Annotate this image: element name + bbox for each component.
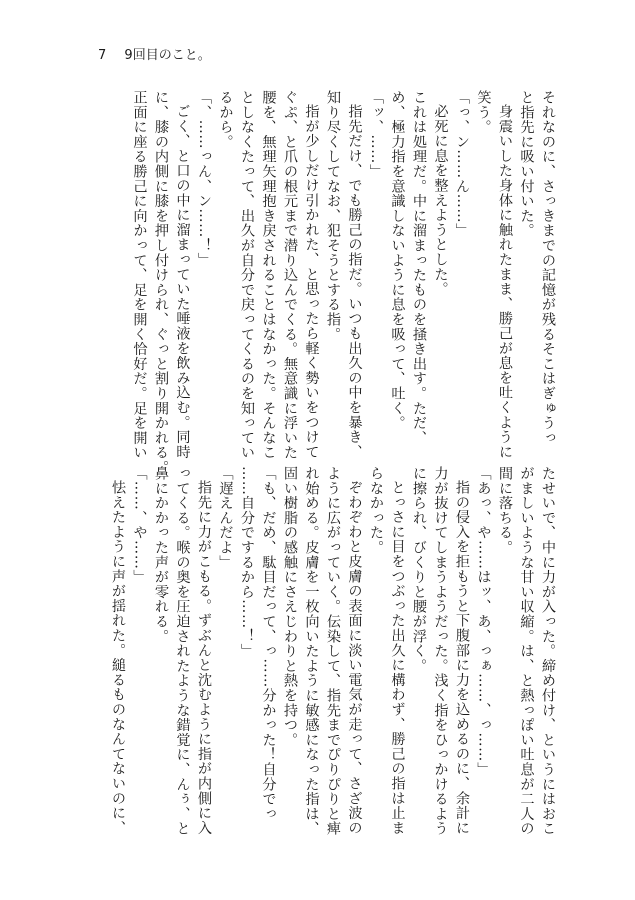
text-line: 「っ、ン……ん……」 [454, 90, 470, 238]
text-line: め、極力指を意識しないように息を吸って、吐く。 [389, 90, 406, 431]
text-line: ように広がっていく。伝染して、指先までぴりぴりと痺 [325, 466, 341, 836]
text-line: 力が抜けてしまうようだった。浅く指をひっかけるよう [432, 466, 449, 836]
text-line: 「あっ、や……はッ、あ、っぁ……、っ……」 [475, 466, 492, 777]
text-line: 指が少しだけ引かれた、と思ったら軽く勢いをつけて [303, 104, 320, 460]
text-line: としなくたって、出久が自分で戻ってくるのを知ってい [239, 90, 255, 460]
text-line: 「……、や……」 [131, 466, 148, 585]
page-number: 7 [98, 48, 107, 63]
text-line: 指の侵入を拒もうと下腹部に力を込めるのに、余計に [454, 480, 470, 836]
text-line: ってくる。喉の奥を圧迫されたような錯覚に、んぅ、と [174, 466, 191, 836]
text-line: と指先に吸い付いた。 [518, 90, 535, 238]
text-line: れ始める。皮膚を一枚向いたように敏感になった指は、 [303, 466, 320, 836]
text-line: 必死に息を整えようとした。 [432, 104, 449, 297]
text-line: 指先に力がこもる。ずぶんと沈むように指が内側に入 [196, 480, 212, 836]
text-line: 腰を、無理矢理抱き戻されることはなかった。そんなこ [260, 90, 277, 460]
text-line: に擦られ、びくりと腰が浮く。 [411, 466, 427, 674]
text-line: ごく、と口の中に溜まっていた唾液を飲み込む。同時 [174, 104, 191, 460]
text-line: 知り尽くしてなお、犯そうとする指。 [325, 90, 341, 342]
text-line: 固い樹脂の感触にさえじわりと熱を持つ。 [282, 466, 298, 748]
text-line: とっさに目をつぶった出久に構わず、勝己の指は止ま [389, 480, 406, 836]
text-line: がましいような甘い収縮。は、と熱っぽい吐息が二人の [518, 466, 535, 836]
chapter-title: 9回目のこと。 [124, 48, 211, 63]
text-line: らなかった。 [368, 466, 384, 555]
text-line: これは処理だ。中に溜まったものを掻き出す。ただ、 [411, 90, 427, 446]
text-line: ぐぷ、と爪の根元まで潜り込んでくる。無意識に浮いた [282, 90, 298, 460]
text-block-upper [103, 90, 558, 475]
text-line: 指先だけ、でも勝己の指だ。いつも出久の中を暴き、 [346, 104, 363, 460]
text-block-lower [103, 466, 558, 836]
text-line: 正面に座る勝己に向かって、足を開く恰好だ。足を開い [131, 90, 148, 460]
text-line: 「も、だめ、駄目だって、っ……分かった！自分でっ [260, 466, 277, 822]
text-line: それなのに、さっきまでの記憶が残るそこはぎゅうっ [540, 90, 556, 446]
text-line: たせいで、中に力が入った。締め付け、というにはおこ [540, 466, 556, 836]
text-line: 「ッ、……」 [368, 90, 384, 179]
text-line: 怯えたように声が揺れた。縋るものなんてないのに、 [110, 480, 126, 836]
text-line: るから。 [217, 90, 234, 150]
text-line: 笑う。 [475, 90, 492, 135]
text-line: に、膝の内側に膝を押し付けられ、ぐっと割り開かれる。 [153, 90, 169, 475]
text-line: 間に落ちる。 [497, 466, 513, 555]
running-header [98, 44, 211, 63]
text-line: ぞわぞわと皮膚の表面に淡い電気が走って、さざ波の [346, 480, 363, 836]
text-line: 鼻にかかった声が零れる。 [153, 466, 169, 644]
text-line: 「遅えんだよ」 [217, 466, 234, 570]
text-line: ……自分でするから……！」 [239, 466, 255, 659]
text-line: 「、……っん、ン……！」 [196, 90, 212, 268]
text-line: 身震いした身体に触れたまま、勝己が息を吐くように [497, 104, 513, 460]
